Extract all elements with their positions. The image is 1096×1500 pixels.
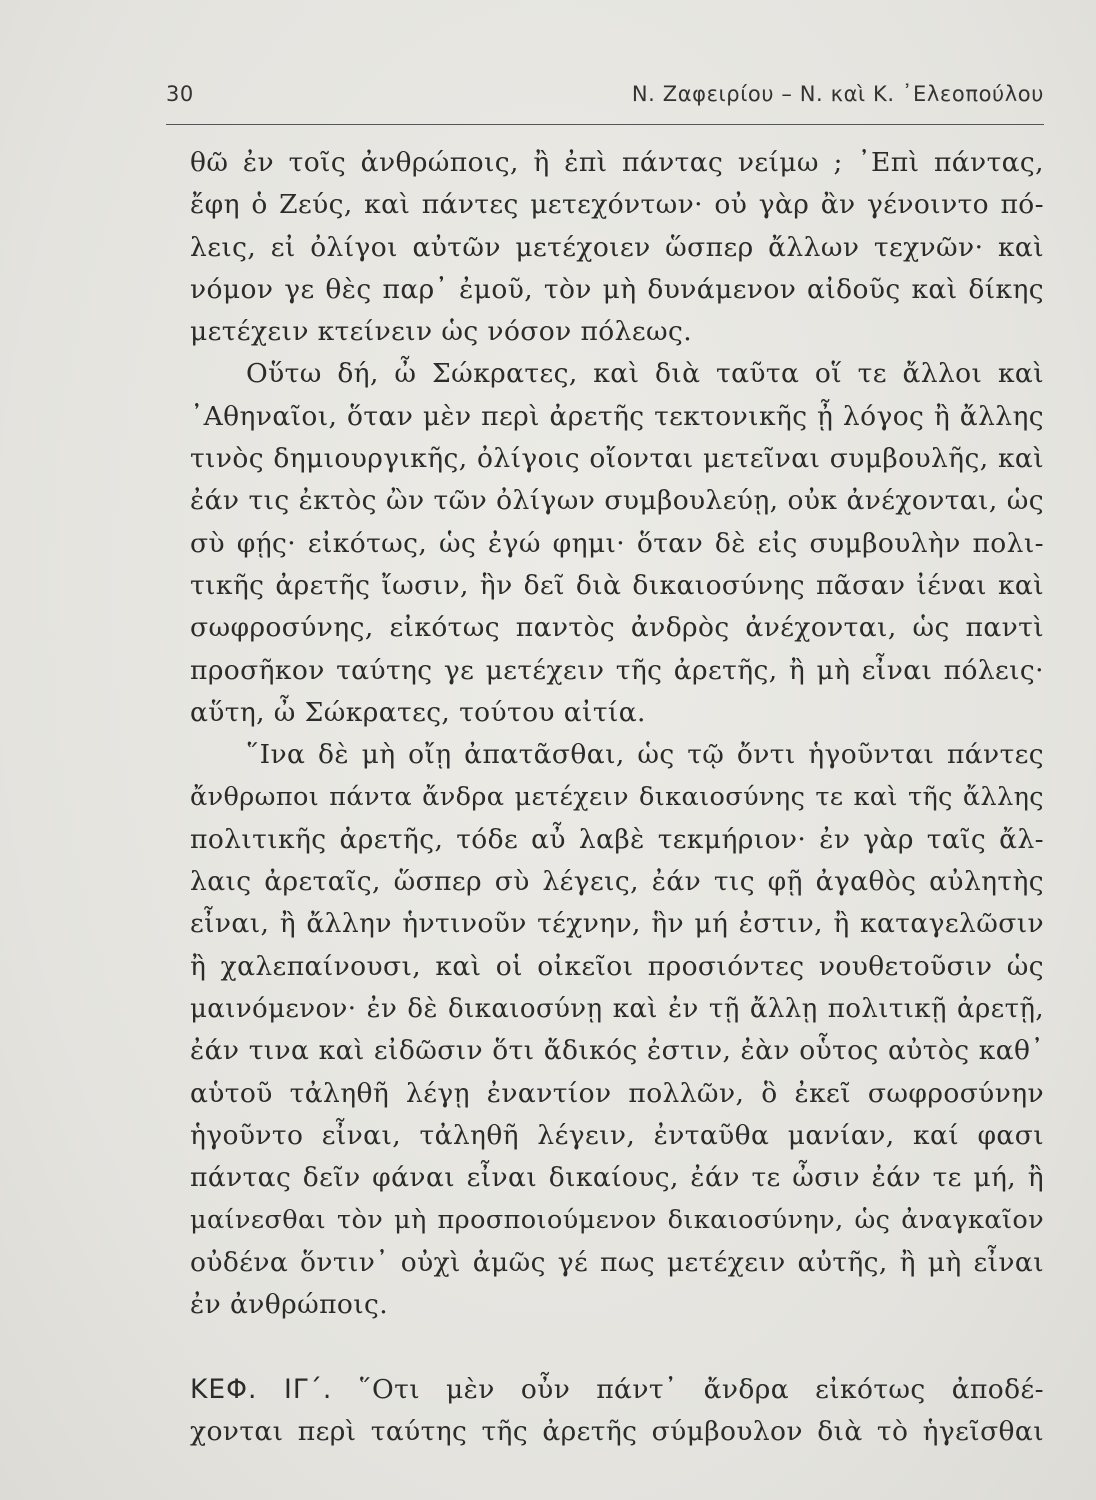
text-line: ἐν ἀνθρώποις. — [190, 1289, 389, 1321]
text-line: ᾿Αθηναῖοι, ὅταν μὲν περὶ ἀρετῆς τεκτονικῆς ᾖ λόγος ἢ ἄλλης — [190, 400, 1044, 432]
text-line: τικῆς ἀρετῆς ἴωσιν, ἣν δεῖ διὰ δικαιοσύνης πᾶσαν ἰέναι καὶ — [190, 569, 1044, 601]
text-line: πάντας δεῖν φάναι εἶναι δικαίους, ἐάν τε ὦσιν ἐάν τε μή, ἢ — [190, 1162, 1044, 1194]
text-line: προσῆκον ταύτης γε μετέχειν τῆς ἀρετῆς, ἢ μὴ εἶναι πόλεις· — [190, 654, 1044, 686]
body-text — [190, 142, 1044, 1453]
text-line: ἔφη ὁ Ζεύς, καὶ πάντες μετεχόντων· οὐ γὰρ ἂν γένοιντο πό- — [190, 189, 1044, 221]
text-line: τινὸς δημιουργικῆς, ὀλίγοις οἴονται μετεῖναι συμβουλῆς, καὶ — [190, 443, 1044, 475]
text-line: σωφροσύνης, εἰκότως παντὸς ἀνδρὸς ἀνέχονται, ὡς παντὶ — [190, 612, 1044, 644]
text-line: ἡγοῦντο εἶναι, τἀληθῆ λέγειν, ἐνταῦθα μανίαν, καί φασι — [190, 1119, 1044, 1151]
text-line: ἄνθρωποι πάντα ἄνδρα μετέχειν δικαιοσύνης τε καὶ τῆς ἄλλης — [190, 782, 1044, 813]
running-head: Ν. Ζαφειρίου – Ν. καὶ Κ. ᾿Ελεοπούλου — [631, 82, 1044, 106]
page-number: 30 — [166, 82, 194, 106]
text-line: μετέχειν κτείνειν ὡς νόσον πόλεως. — [190, 316, 693, 348]
text-line: αὕτη, ὦ Σώκρατες, τούτου αἰτία. — [190, 696, 646, 728]
text-line: αὑτοῦ τἀληθῆ λέγῃ ἐναντίον πολλῶν, ὃ ἐκεῖ σωφροσύνην — [190, 1077, 1044, 1109]
page-header — [166, 82, 1044, 116]
text-line: λεις, εἰ ὀλίγοι αὐτῶν μετέχοιεν ὥσπερ ἄλλων τεχνῶν· καὶ — [190, 231, 1044, 263]
text-line: ἐάν τινα καὶ εἰδῶσιν ὅτι ἄδικός ἐστιν, ἐὰν οὗτος αὐτὸς καθ᾿ — [190, 1035, 1044, 1067]
text-line: λαις ἀρεταῖς, ὥσπερ σὺ λέγεις, ἐάν τις φῇ ἀγαθὸς αὐλητὴς — [190, 866, 1044, 898]
text-line: μαινόμενον· ἐν δὲ δικαιοσύνῃ καὶ ἐν τῇ ἄλλῃ πολιτικῇ ἀρετῇ, — [190, 993, 1044, 1024]
text-line: θῶ ἐν τοῖς ἀνθρώποις, ἢ ἐπὶ πάντας νείμω ; ᾿Επὶ πάντας, — [190, 147, 1044, 178]
text-line: εἶναι, ἢ ἄλλην ἡντινοῦν τέχνην, ἣν μή ἐστιν, ἢ καταγελῶσιν — [190, 908, 1044, 940]
chapter-start-line — [190, 1369, 1044, 1411]
text-line: ἢ χαλεπαίνουσι, καὶ οἱ οἰκεῖοι προσιόντες νουθετοῦσιν ὡς — [190, 950, 1044, 982]
chapter-first-line-text: ῞Οτι μὲν οὖν πάντ᾿ ἄνδρα εἰκότως ἀποδέ- — [358, 1373, 1044, 1405]
text-line: οὐδένα ὅντιν᾿ οὐχὶ ἀμῶς γέ πως μετέχειν αὐτῆς, ἢ μὴ εἶναι — [190, 1246, 1044, 1278]
header-rule — [166, 124, 1044, 125]
text-line: μαίνεσθαι τὸν μὴ προσποιούμενον δικαιοσύνην, ὡς ἀναγκαῖον — [190, 1205, 1044, 1236]
text-line: πολιτικῆς ἀρετῆς, τόδε αὖ λαβὲ τεκμήριον· ἐν γὰρ ταῖς ἄλ- — [190, 823, 1044, 855]
section-spacer — [190, 1326, 1044, 1368]
text-line: ἐάν τις ἐκτὸς ὢν τῶν ὀλίγων συμβουλεύῃ, οὐκ ἀνέχονται, ὡς — [190, 485, 1044, 517]
text-line: σὺ φῄς· εἰκότως, ὡς ἐγώ φημι· ὅταν δὲ εἰς συμβουλὴν πολι- — [190, 527, 1044, 559]
paragraph-start-line: ῞Ινα δὲ μὴ οἴῃ ἀπατᾶσθαι, ὡς τῷ ὄντι ἡγοῦνται πάντες — [246, 739, 1044, 771]
text-line: χονται περὶ ταύτης τῆς ἀρετῆς σύμβουλον διὰ τὸ ἡγεῖσθαι — [190, 1415, 1044, 1447]
text-line: νόμον γε θὲς παρ᾿ ἐμοῦ, τὸν μὴ δυνάμενον αἰδοῦς καὶ δίκης — [190, 273, 1044, 305]
chapter-label: ΚΕΦ. ΙΓ΄. — [190, 1373, 333, 1405]
paragraph-start-line: Οὕτω δή, ὦ Σώκρατες, καὶ διὰ ταῦτα οἵ τε ἄλλοι καὶ — [246, 358, 1044, 390]
